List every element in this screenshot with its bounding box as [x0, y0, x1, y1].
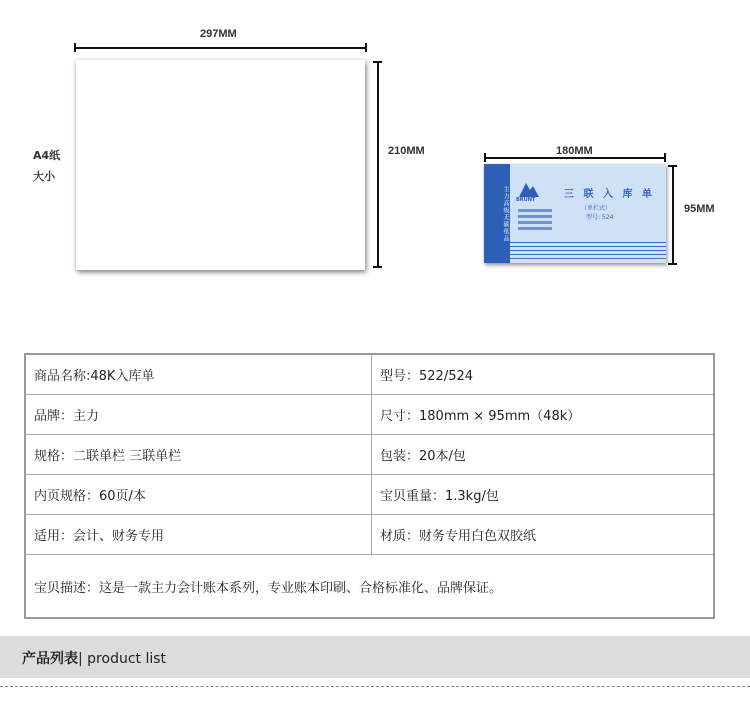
book-width-line — [484, 157, 666, 159]
spec-weight: 宝贝重量：1.3kg/包 — [372, 475, 715, 515]
book-stripe — [510, 254, 666, 255]
book-brand: BRUNT — [516, 197, 536, 203]
book-height-line — [672, 165, 674, 265]
mountain-logo-icon — [518, 177, 540, 199]
book-height-tick-top — [668, 165, 677, 167]
table-row — [25, 354, 714, 395]
book-stripe — [510, 242, 666, 243]
spec-brand: 品牌：主力 — [25, 395, 372, 435]
spec-size: 尺寸：180mm × 95mm（48k） — [372, 395, 715, 435]
book-spine-text: 主力高级无碳纸品 — [502, 186, 509, 242]
product-list-bar — [0, 636, 750, 678]
dashed-divider — [0, 686, 750, 687]
book-width-tick-right — [664, 153, 666, 162]
table-row — [25, 515, 714, 555]
spec-table — [24, 353, 715, 619]
a4-height-line — [377, 61, 379, 268]
a4-size-label-line1: A4纸 — [33, 149, 61, 162]
a4-height-tick-top — [373, 61, 382, 63]
a4-width-tick-left — [74, 43, 76, 52]
book-height-label: 95MM — [684, 203, 715, 215]
book-spine — [484, 164, 510, 263]
spec-usage: 适用：会计、财务专用 — [25, 515, 372, 555]
table-row — [25, 435, 714, 475]
spec-packaging: 包装：20本/包 — [372, 435, 715, 475]
product-book-image — [484, 164, 666, 263]
book-height-tick-bottom — [668, 263, 677, 265]
table-row — [25, 475, 714, 515]
a4-width-tick-right — [365, 43, 367, 52]
book-model: 型号: 524 — [586, 214, 614, 221]
a4-height-label: 210MM — [388, 145, 425, 157]
a4-width-label: 297MM — [200, 28, 237, 40]
book-stripe — [510, 250, 666, 251]
book-width-tick-left — [484, 153, 486, 162]
product-list-separator: | — [78, 651, 83, 667]
product-list-label-cn: 产品列表 — [22, 651, 78, 667]
book-stripe — [510, 246, 666, 247]
a4-size-label-line2: 大小 — [33, 170, 55, 183]
spec-format: 规格：二联单栏 三联单栏 — [25, 435, 372, 475]
table-row — [25, 395, 714, 435]
a4-sheet — [76, 60, 365, 270]
book-subtitle: （单栏式） — [581, 205, 612, 212]
book-stripe — [510, 258, 666, 259]
table-row — [25, 555, 714, 619]
book-width-label: 180MM — [556, 145, 593, 157]
book-bullets — [518, 209, 552, 233]
spec-inner-pages: 内页规格：60页/本 — [25, 475, 372, 515]
a4-height-tick-bottom — [373, 266, 382, 268]
spec-product-name: 商品名称:48K入库单 — [25, 354, 372, 395]
spec-model: 型号：522/524 — [372, 354, 715, 395]
product-list-label-en: product list — [87, 651, 167, 667]
spec-material: 材质：财务专用白色双胶纸 — [372, 515, 715, 555]
book-title: 三 联 入 库 单 — [564, 189, 655, 200]
a4-width-line — [74, 47, 367, 49]
product-list-heading — [22, 648, 166, 668]
spec-description: 宝贝描述：这是一款主力会计账本系列，专业账本印刷、合格标准化、品牌保证。 — [25, 555, 714, 619]
